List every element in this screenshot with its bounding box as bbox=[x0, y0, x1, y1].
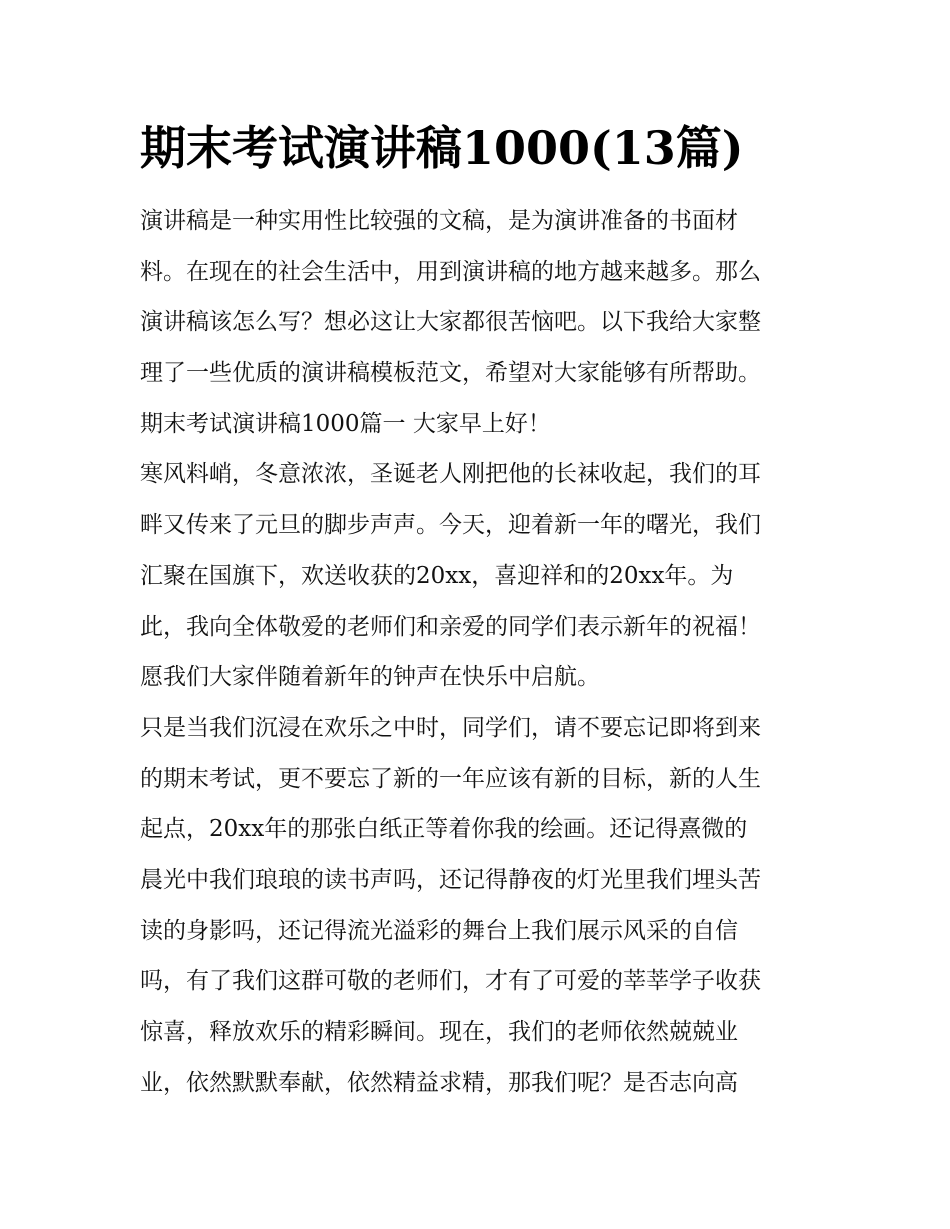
body-line: 吗，有了我们这群可敬的老师们，才有了可爱的莘莘学子收获 bbox=[140, 968, 761, 995]
body-line: 演讲稿是一种实用性比较强的文稿，是为演讲准备的书面材 bbox=[140, 208, 738, 234]
body-line: 只是当我们沉浸在欢乐之中时，同学们，请不要忘记即将到来 bbox=[140, 714, 761, 741]
body-line: 晨光中我们琅琅的读书声吗，还记得静夜的灯光里我们埋头苦 bbox=[140, 866, 761, 893]
body-line: 理了一些优质的演讲稿模板范文，希望对大家能够有所帮助。 bbox=[140, 360, 761, 387]
body-line: 起点，20xx年的那张白纸正等着你我的绘画。还记得熹微的 bbox=[140, 816, 748, 843]
body-line: 业，依然默默奉献，依然精益求精，那我们呢？是否志向高 bbox=[140, 1069, 738, 1096]
body-line: 愿我们大家伴随着新年的钟声在快乐中启航。 bbox=[140, 664, 600, 691]
body-line: 寒风料峭，冬意浓浓，圣诞老人刚把他的长袜收起，我们的耳 bbox=[140, 461, 761, 488]
body-line: 的期末考试，更不要忘了新的一年应该有新的目标，新的人生 bbox=[140, 765, 761, 792]
body-line: 演讲稿该怎么写？想必这让大家都很苦恼吧。以下我给大家整 bbox=[140, 309, 761, 336]
section-heading-line: 期末考试演讲稿1000篇一 大家早上好！ bbox=[140, 410, 551, 437]
body-line: 此，我向全体敬爱的老师们和亲爱的同学们表示新年的祝福！ bbox=[140, 613, 761, 640]
body-line: 畔又传来了元旦的脚步声声。今天，迎着新一年的曙光，我们 bbox=[140, 512, 761, 539]
body-line: 汇聚在国旗下，欢送收获的20xx，喜迎祥和的20xx年。为 bbox=[140, 562, 734, 589]
body-line: 惊喜，释放欢乐的精彩瞬间。现在，我们的老师依然兢兢业 bbox=[140, 1019, 738, 1045]
body-line: 读的身影吗，还记得流光溢彩的舞台上我们展示风采的自信 bbox=[140, 917, 738, 944]
document-body bbox=[140, 196, 820, 1108]
document-title: 期末考试演讲稿1000(13篇) bbox=[140, 121, 744, 175]
body-line: 料。在现在的社会生活中，用到演讲稿的地方越来越多。那么 bbox=[140, 258, 761, 285]
